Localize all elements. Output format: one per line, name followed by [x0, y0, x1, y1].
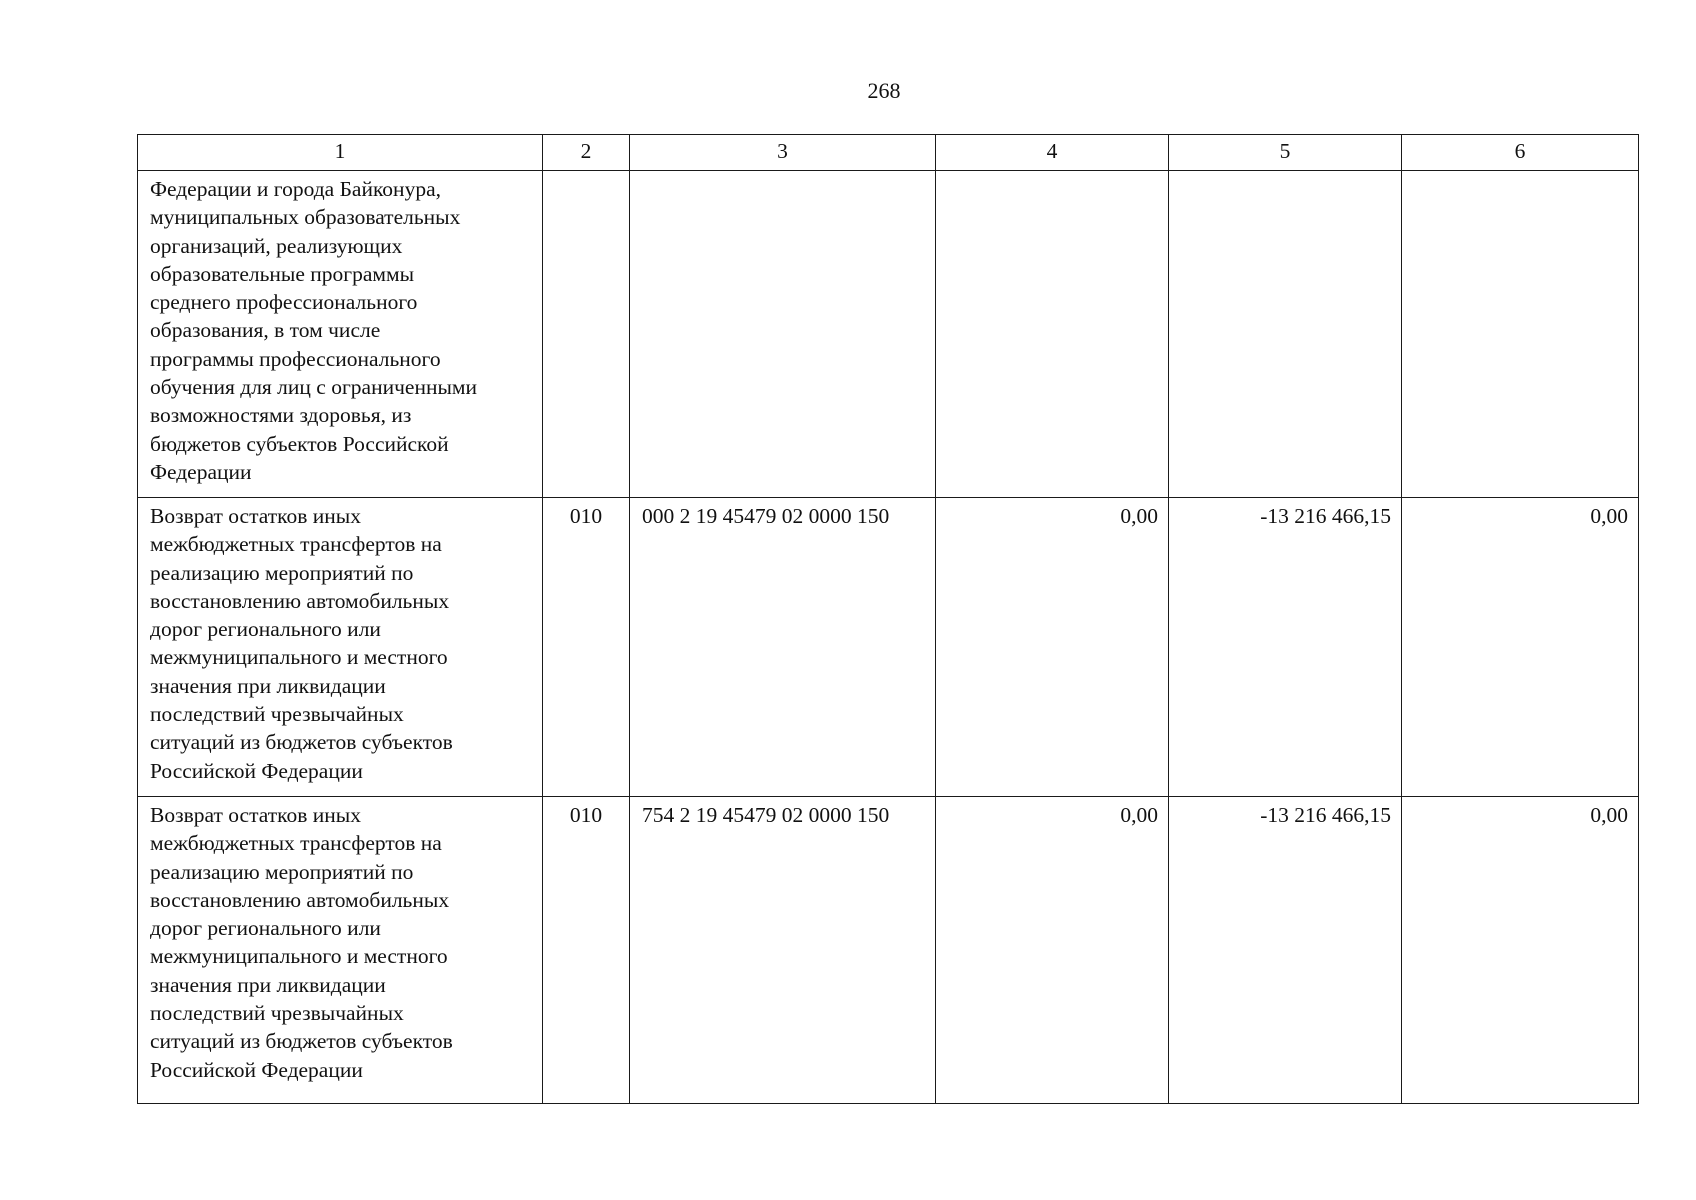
row-code-cell	[543, 498, 630, 797]
table-row	[138, 171, 1639, 498]
column-header-3: 3	[630, 135, 936, 171]
row-code-cell	[543, 797, 630, 1104]
row-kbk: 754 2 19 45479 02 0000 150	[642, 803, 890, 827]
row-value-6: 0,00	[1590, 504, 1628, 528]
row-value-6-cell	[1402, 797, 1639, 1104]
row-kbk-cell	[630, 797, 936, 1104]
column-header-4: 4	[936, 135, 1169, 171]
row-kbk-cell	[630, 171, 936, 498]
row-value-5	[1169, 171, 1401, 183]
row-value-5-cell	[1169, 797, 1402, 1104]
row-description-cell	[138, 498, 543, 797]
row-description: Федерации и города Байконура, муниципальных образовательных организаций, реализующих образовательные программы среднего профессионального образования, в том числе программы профессионального обучения для лиц с ограниченными возможностями здоровья, из бюджетов субъектов Российской Федерации	[150, 177, 478, 484]
table-body	[138, 171, 1639, 1104]
column-header-2: 2	[543, 135, 630, 171]
column-header-5: 5	[1169, 135, 1402, 171]
row-value-6-cell	[1402, 171, 1639, 498]
row-value-6-cell	[1402, 498, 1639, 797]
row-code-cell	[543, 171, 630, 498]
column-header-6: 6	[1402, 135, 1639, 171]
row-description: Возврат остатков иных межбюджетных трансфертов на реализацию мероприятий по восстановлению автомобильных дорог регионального или межмуниципального и местного значения при ликвидации последствий чрезвычайных ситуаций из бюджетов субъектов Российской Федерации	[150, 504, 453, 783]
page-number: 268	[867, 78, 901, 103]
row-value-4: 0,00	[1120, 803, 1158, 827]
row-value-5-cell	[1169, 171, 1402, 498]
row-description-cell	[138, 797, 543, 1104]
row-value-4-cell	[936, 797, 1169, 1104]
row-code	[543, 171, 629, 183]
row-kbk: 000 2 19 45479 02 0000 150	[642, 504, 890, 528]
row-kbk	[630, 171, 935, 183]
row-value-4	[936, 171, 1168, 183]
row-value-6: 0,00	[1590, 803, 1628, 827]
row-value-5-cell	[1169, 498, 1402, 797]
budget-table	[137, 134, 1639, 1104]
row-description: Возврат остатков иных межбюджетных трансфертов на реализацию мероприятий по восстановлению автомобильных дорог регионального или межмуниципального и местного значения при ликвидации последствий чрезвычайных ситуаций из бюджетов субъектов Российской Федерации	[150, 803, 453, 1082]
row-code: 010	[569, 504, 603, 528]
table-header	[138, 135, 1639, 171]
row-code: 010	[569, 803, 603, 827]
table-row	[138, 797, 1639, 1104]
row-value-4: 0,00	[1120, 504, 1158, 528]
row-value-4-cell	[936, 498, 1169, 797]
row-value-5: -13 216 466,15	[1260, 803, 1391, 827]
header-row	[138, 135, 1639, 171]
column-header-1: 1	[138, 135, 543, 171]
row-value-5: -13 216 466,15	[1260, 504, 1391, 528]
table-row	[138, 498, 1639, 797]
row-value-6	[1402, 171, 1638, 183]
row-value-4-cell	[936, 171, 1169, 498]
row-kbk-cell	[630, 498, 936, 797]
row-description-cell	[138, 171, 543, 498]
